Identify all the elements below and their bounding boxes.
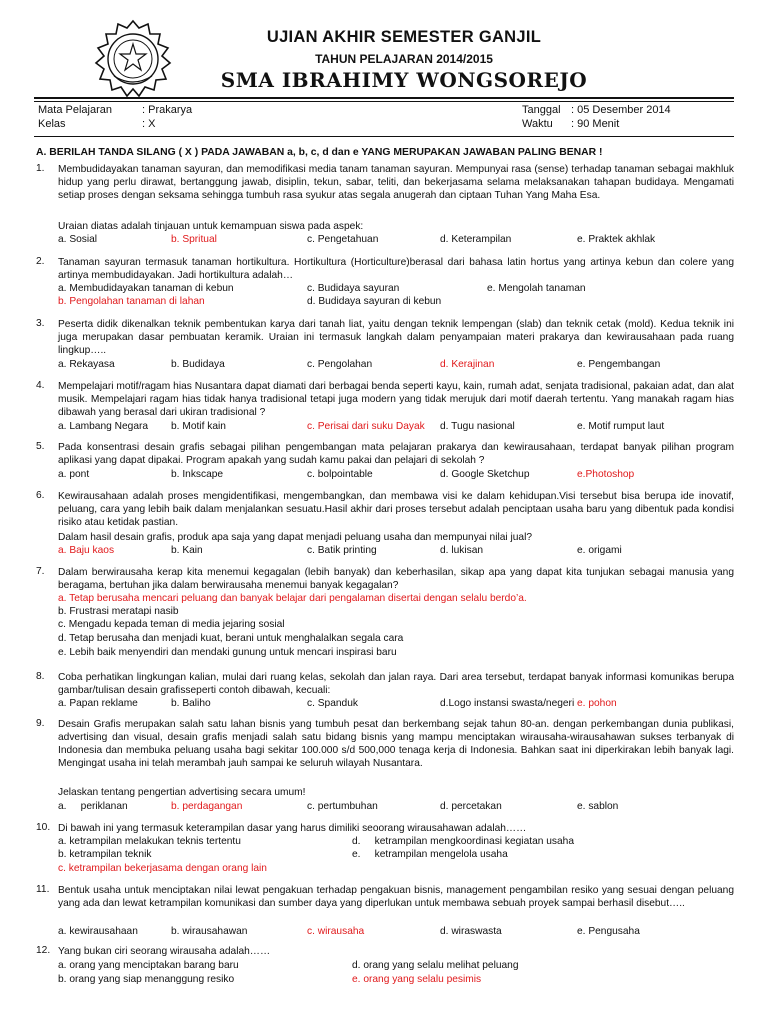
option-a[interactable]: a. pont: [58, 469, 90, 480]
option-d[interactable]: d. lukisan: [440, 545, 484, 556]
question-text: Bentuk usaha untuk menciptakan nilai lewat pengakuan terhadap pengakuan bisnis, management pengambilan resiko yang sesuai dengan peluang yang ada dan lewat ketrampilan komunikasi dan sumber daya yang diperlukan untuk membawa sebuah proyek sampai berhasil disebut…..: [58, 885, 734, 909]
info-divider: [34, 136, 734, 137]
option-c-answer[interactable]: c. ketrampilan bekerjasama dengan orang lain: [58, 863, 267, 874]
section-a-instruction: A. BERILAH TANDA SILANG ( X ) PADA JAWABAN a, b, c, d dan e YANG MERUPAKAN JAWABAN PALING BENAR !: [36, 147, 603, 158]
option-e[interactable]: e. sablon: [577, 801, 619, 812]
option-c[interactable]: c. Mengadu kepada teman di media jejaring sosial: [58, 619, 285, 630]
question-text: Coba perhatikan lingkungan kalian, mulai dari ruang kelas, sekolah dan jalan raya. Dari area tersebut, terdapat banyak informasi komunikas berupa gambar/tulisan desain grafisseperti contoh dibawah, kecuali:: [58, 672, 734, 696]
option-d[interactable]: d. Tugu nasional: [440, 421, 515, 432]
option-b[interactable]: b. Budidaya: [171, 359, 225, 370]
option-d-answer[interactable]: d. Kerajinan: [440, 359, 495, 370]
option-b[interactable]: b. Inkscape: [171, 469, 224, 480]
question-number: 3.: [36, 318, 45, 329]
option-e-answer[interactable]: e.Photoshop: [577, 469, 635, 480]
exam-title: UJIAN AKHIR SEMESTER GANJIL: [266, 28, 542, 46]
subject-value: : Prakarya: [142, 104, 193, 116]
question-number: 10.: [36, 822, 51, 833]
option-a[interactable]: a. Rekayasa: [58, 359, 115, 370]
option-a[interactable]: a. orang yang menciptakan barang baru: [58, 960, 239, 971]
option-c[interactable]: c. Pengolahan: [307, 359, 373, 370]
option-b[interactable]: b. Baliho: [171, 698, 211, 709]
option-b[interactable]: b. wirausahawan: [171, 926, 248, 937]
question-text: Membudidayakan tanaman sayuran, dan memodifikasi media tanam tanaman sayuran. Mempunyai rasa (sense) terhadap tanaman sebagai makhluk hidup yang perlu dirawat, bertanggung jawab, disiplin, tekun, sabar, teliti, dan bekerjasama selama melaksanakan tahapan budidaya. Mengamati setiap proses dengan seksama sehingga tumbuh rasa syukur atas segala anugerah dan ciptaan Tuhan Yang Maha Esa.: [58, 164, 734, 201]
class-label: Kelas: [38, 118, 66, 130]
option-c[interactable]: c. Batik printing: [307, 545, 377, 556]
option-c[interactable]: c. pertumbuhan: [307, 801, 378, 812]
question-prompt: Uraian diatas adalah tinjauan untuk kemampuan siswa pada aspek:: [58, 221, 364, 232]
question-number: 8.: [36, 671, 45, 682]
option-d[interactable]: d. wiraswasta: [440, 926, 502, 937]
question-text: Yang bukan ciri seorang wirausaha adalah……: [58, 946, 271, 957]
option-d[interactable]: d. orang yang selalu melihat peluang: [352, 960, 519, 971]
question-text: Desain Grafis merupakan salah satu lahan bisnis yang tumbuh pesat dan berkembang sejak tahun 80-an. dengan perkembangan dunia publikasi, advertising dan visual, desain grafis menjadi salah satu bidang bisnis yang mampu menciptakan wirausaha-wirausahawan sukses terbanyak di Indonesia dan membuka peluang usaha bagi sekitar 100.000 s/d 500,000 tenaga kerja di Indonesia. Bahkan saat ini diperkirakan lebih banyak lagi. Mengingat usaha ini telah merambah jauh sampai ke seluruh wilayah Nusantara.: [58, 719, 734, 769]
option-b-answer[interactable]: b. perdagangan: [171, 801, 243, 812]
option-a-answer[interactable]: a. Baju kaos: [58, 545, 115, 556]
option-a[interactable]: a. Membudidayakan tanaman di kebun: [58, 283, 234, 294]
option-e[interactable]: e. ketrampilan mengelola usaha: [352, 849, 508, 860]
option-c[interactable]: c. bolpointable: [307, 469, 373, 480]
option-d[interactable]: d. ketrampilan mengkoordinasi kegiatan usaha: [352, 836, 574, 847]
option-a-answer[interactable]: a. Tetap berusaha mencari peluang dan banyak belajar dari pengalaman disertai dengan selalu berdo’a.: [58, 593, 527, 604]
option-d[interactable]: d. Budidaya sayuran di kebun: [307, 296, 442, 307]
option-e[interactable]: e. Lebih baik menyendiri dan mendaki gunung untuk mencari inspirasi baru: [58, 647, 397, 658]
question-number: 7.: [36, 566, 45, 577]
question-number: 9.: [36, 718, 45, 729]
question-number: 12.: [36, 945, 51, 956]
option-e-answer[interactable]: e. pohon: [577, 698, 617, 709]
date-value: : 05 Desember 2014: [571, 104, 671, 116]
option-e[interactable]: e. Pengembangan: [577, 359, 661, 370]
option-a[interactable]: a. kewirausahaan: [58, 926, 138, 937]
option-e-answer[interactable]: e. orang yang selalu pesimis: [352, 974, 482, 985]
option-e[interactable]: e. Praktek akhlak: [577, 234, 656, 245]
option-b-answer[interactable]: b. Spritual: [171, 234, 217, 245]
question-text: Dalam berwirausaha kerap kita menemui kegagalan (lebih banyak) dan keberhasilan, sikap apa yang dapat kita tunjukan sebagai manusia yang beragama, bertuhan jika dalam berwirausaha menemui banyak kegagalan?: [58, 567, 734, 591]
option-a[interactable]: a. periklanan: [58, 801, 128, 812]
option-e[interactable]: e. Mengolah tanaman: [487, 283, 586, 294]
question-text: Pada konsentrasi desain grafis sebagai pilihan pengembangan mata pelajaran prakarya dan kewirausahaan, terdapat banyak pilihan program aplikasi yang dapat dipakai. Program apakah yang sudah kamu pakai dan pelajari di sekolah ?: [58, 442, 734, 466]
option-c[interactable]: c. Spanduk: [307, 698, 358, 709]
subject-label: Mata Pelajaran: [38, 104, 112, 116]
header-divider-thin: [34, 101, 734, 102]
question-text: Peserta didik dikenalkan teknik pembentukan karya dari tanah liat, yaitu dengan teknik lempengan (slab) dan teknik cetak (mold). Kedua teknik ini juga merupakan dasar pembuatan keramik. Uraian ini termasuk langkah dalam penyampaian materi prakarya dan kewirausahaan pada ruang lingkup…..: [58, 319, 734, 356]
option-c-answer[interactable]: c. wirausaha: [307, 926, 365, 937]
time-value: : 90 Menit: [571, 118, 620, 130]
option-a[interactable]: a. Papan reklame: [58, 698, 138, 709]
option-e[interactable]: e. origami: [577, 545, 622, 556]
option-b[interactable]: b. ketrampilan teknik: [58, 849, 152, 860]
question-text: Mempelajari motif/ragam hias Nusantara dapat diamati dari berbagai benda seperti kayu, kain, rumah adat, senjata tradisional, pakaian adat, dan alat musik. Mempelajari ragam hias tidak hanya tradisional tetapi juga modern yang tidak merujuk dari motif daerah tertentu. Yang manakah ragam hias dibawah yang berasal dari ukiran tradisional ?: [58, 381, 734, 418]
option-d[interactable]: d.Logo instansi swasta/negeri: [440, 698, 575, 709]
option-a[interactable]: a. Lambang Negara: [58, 421, 149, 432]
option-c[interactable]: c. Pengetahuan: [307, 234, 379, 245]
question-prompt: Dalam hasil desain grafis, produk apa saja yang dapat menjadi peluang usaha dan mempunyai nilai jual?: [58, 532, 533, 543]
academic-year: TAHUN PELAJARAN 2014/2015: [315, 52, 493, 66]
option-d[interactable]: d. Google Sketchup: [440, 469, 530, 480]
header-divider: [34, 97, 734, 99]
option-b-answer[interactable]: b. Pengolahan tanaman di lahan: [58, 296, 205, 307]
school-name: SMA IBRAHIMY WONGSOREJO: [220, 68, 588, 92]
time-label: Waktu: [522, 118, 553, 130]
question-text: Kewirausahaan adalah proses mengidentifikasi, mengembangkan, dan membawa visi ke dalam kehidupan.Visi tersebut bisa berupa ide inovatif, peluang, cara yang lebih baik dalam menjalankan sesuatu.Hasil akhir dari proses tersebut adalah penciptaan usaha baru yang dibentuk pada kondisi risiko atau ketidak pastian.: [58, 491, 734, 528]
option-b[interactable]: b. Kain: [171, 545, 203, 556]
question-number: 2.: [36, 256, 45, 267]
option-a[interactable]: a. Sosial: [58, 234, 98, 245]
option-b[interactable]: b. Motif kain: [171, 421, 226, 432]
option-a[interactable]: a. ketrampilan melakukan teknis tertentu: [58, 836, 241, 847]
question-number: 6.: [36, 490, 45, 501]
option-e[interactable]: e. Pengusaha: [577, 926, 640, 937]
option-c-answer[interactable]: c. Perisai dari suku Dayak: [307, 421, 425, 432]
option-b[interactable]: b. Frustrasi meratapi nasib: [58, 606, 179, 617]
option-d[interactable]: d. Keterampilan: [440, 234, 512, 245]
option-e[interactable]: e. Motif rumput laut: [577, 421, 665, 432]
question-text: Di bawah ini yang termasuk keterampilan dasar yang harus dimiliki seoorang wirausahawan adalah……: [58, 823, 527, 834]
class-value: : X: [142, 118, 156, 130]
option-c[interactable]: c. Budidaya sayuran: [307, 283, 400, 294]
option-b[interactable]: b. orang yang siap menanggung resiko: [58, 974, 235, 985]
question-number: 5.: [36, 441, 45, 452]
question-number: 11.: [36, 884, 50, 895]
date-label: Tanggal: [522, 104, 561, 116]
option-d[interactable]: d. Tetap berusaha dan menjadi kuat, berani untuk menghalalkan segala cara: [58, 633, 404, 644]
question-text: Tanaman sayuran termasuk tanaman hortikultura. Hortikultura (Horticulture)berasal dari bahasa latin hortus yang artinya kebun dan colere yang artinya membudidayakan. Jadi hortikultura adalah…: [58, 257, 734, 281]
question-number: 1.: [36, 163, 45, 174]
question-number: 4.: [36, 380, 45, 391]
question-prompt: Jelaskan tentang pengertian advertising secara umum!: [58, 787, 306, 798]
option-d[interactable]: d. percetakan: [440, 801, 502, 812]
